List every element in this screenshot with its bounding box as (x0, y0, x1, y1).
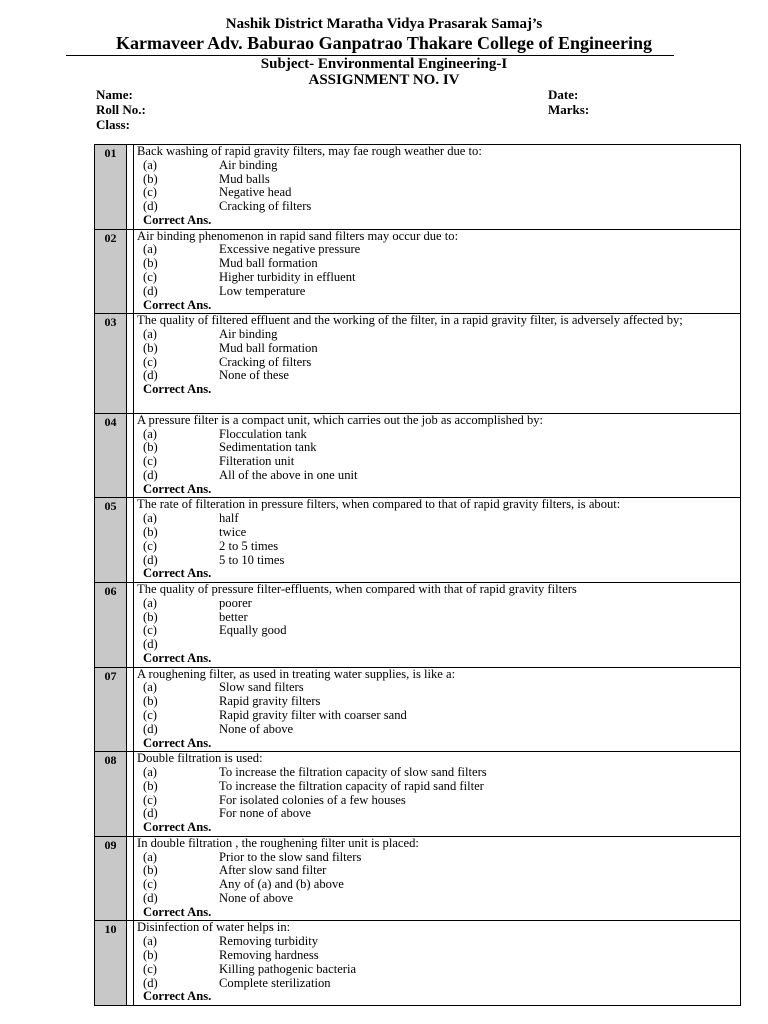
correct-answer-label: Correct Ans. (143, 297, 212, 312)
option-letter: (d) (143, 368, 158, 383)
option-text: For none of above (219, 806, 311, 821)
question-number: 09 (95, 837, 127, 921)
option-text: Slow sand filters (219, 680, 304, 695)
answer-option (137, 257, 736, 271)
question-row (95, 229, 740, 314)
option-letter: (b) (143, 440, 158, 455)
answer-option (137, 159, 736, 173)
answer-option (137, 342, 736, 356)
question-number-cell (95, 498, 134, 582)
option-text: Filteration unit (219, 454, 295, 469)
option-text: Cracking of filters (219, 354, 312, 369)
answer-option (137, 540, 736, 554)
assignment-title: ASSIGNMENT NO. IV (308, 72, 460, 88)
option-text: Mud balls (219, 171, 270, 186)
option-letter: (d) (143, 199, 158, 214)
answer-option (137, 173, 736, 187)
option-letter: (d) (143, 283, 158, 298)
option-letter: (b) (143, 947, 158, 962)
question-text: A roughening filter, as used in treating water supplies, is like a: (137, 666, 456, 681)
question-number: 08 (95, 752, 127, 836)
correct-answer-label: Correct Ans. (143, 820, 212, 835)
answer-option (137, 935, 736, 949)
correct-answer-label: Correct Ans. (143, 566, 212, 581)
question-text: A pressure filter is a compact unit, which carries out the job as accomplished by: (137, 412, 544, 427)
answer-option (137, 597, 736, 611)
question-row (95, 836, 740, 921)
question-number-cell (95, 145, 134, 229)
option-text: Complete sterilization (219, 975, 331, 990)
question-number: 02 (95, 230, 127, 314)
option-text: Rapid gravity filters (219, 694, 321, 709)
answer-option (137, 794, 736, 808)
option-text: Cracking of filters (219, 199, 312, 214)
answer-option (137, 709, 736, 723)
option-text: Prior to the slow sand filters (219, 849, 362, 864)
option-letter: (c) (143, 708, 157, 722)
option-letter: (c) (143, 538, 157, 553)
option-letter: (c) (143, 961, 157, 976)
option-text: Higher turbidity in effluent (219, 269, 356, 284)
question-number-cell (95, 668, 134, 752)
option-letter: (a) (143, 595, 157, 610)
option-letter: (a) (143, 157, 157, 172)
question-number-cell (95, 414, 134, 498)
option-text: Air binding (219, 157, 278, 172)
option-text: half (219, 511, 239, 526)
option-text: None of above (219, 721, 294, 736)
answer-option (137, 526, 736, 540)
subject-title: Subject- Environmental Engineering-I (260, 56, 508, 72)
question-text: In double filtration , the roughening filter unit is placed: (137, 835, 419, 850)
question-row (95, 667, 740, 752)
answer-option (137, 328, 736, 342)
question-text: Air binding phenomenon in rapid sand filters may occur due to: (137, 228, 459, 243)
class-field-label: Class: (96, 117, 130, 132)
option-letter: (d) (143, 637, 158, 652)
option-letter: (a) (143, 511, 157, 526)
questions-table (94, 144, 741, 1006)
question-number: 03 (95, 314, 127, 413)
question-text: Back washing of rapid gravity filters, may fae rough weather due to: (137, 144, 482, 158)
option-letter: (a) (143, 849, 157, 864)
question-body (134, 314, 740, 413)
option-text: 5 to 10 times (219, 552, 285, 567)
option-text: twice (219, 525, 247, 540)
answer-option (137, 200, 736, 214)
answer-option (137, 271, 736, 285)
option-letter: (d) (143, 468, 158, 483)
option-text: None of these (219, 368, 289, 383)
option-text: Air binding (219, 326, 278, 341)
option-letter: (a) (143, 426, 157, 441)
option-text: None of above (219, 890, 294, 905)
question-body (134, 498, 740, 582)
question-number-cell (95, 230, 134, 314)
option-letter: (d) (143, 721, 158, 736)
correct-answer-label: Correct Ans. (143, 212, 212, 227)
option-letter: (b) (143, 171, 158, 186)
option-text: To increase the filtration capacity of slow sand filters (219, 765, 487, 779)
answer-option (137, 977, 736, 991)
option-text: For isolated colonies of a few houses (219, 792, 406, 807)
option-letter: (b) (143, 863, 158, 878)
option-letter: (a) (143, 765, 157, 779)
option-letter: (b) (143, 525, 158, 540)
option-text: Rapid gravity filter with coarser sand (219, 708, 407, 722)
option-text: Removing turbidity (219, 934, 318, 949)
question-number-cell (95, 752, 134, 836)
question-number: 07 (95, 668, 127, 752)
option-letter: (c) (143, 454, 157, 469)
date-field-label: Date: (548, 87, 579, 102)
answer-option (137, 766, 736, 780)
question-text: The rate of filteration in pressure filters, when compared to that of rapid gravity filters, is about: (137, 497, 621, 512)
option-letter: (b) (143, 778, 158, 793)
answer-option (137, 455, 736, 469)
question-text: The quality of pressure filter-effluents, when compared with that of rapid gravity filters (137, 582, 577, 597)
question-number: 06 (95, 583, 127, 667)
answer-option (137, 864, 736, 878)
question-text: The quality of filtered effluent and the working of the filter, in a rapid gravity filter, is adversely affected by; (137, 313, 683, 328)
option-letter: (a) (143, 934, 157, 949)
answer-option (137, 949, 736, 963)
option-letter: (b) (143, 609, 158, 624)
question-row (95, 497, 740, 582)
name-field-label: Name: (96, 87, 133, 102)
correct-answer-label: Correct Ans. (143, 651, 212, 665)
option-text: better (219, 609, 248, 624)
option-letter: (c) (143, 269, 157, 284)
question-number-cell (95, 583, 134, 667)
answer-option (137, 780, 736, 794)
question-row (95, 413, 740, 498)
option-text: Equally good (219, 623, 287, 638)
correct-answer-label: Correct Ans. (143, 481, 212, 496)
answer-option (137, 638, 736, 652)
question-row (95, 920, 740, 1005)
question-body (134, 414, 740, 498)
question-number: 01 (95, 145, 127, 229)
question-number-cell (95, 837, 134, 921)
question-body (134, 837, 740, 921)
option-letter: (d) (143, 890, 158, 905)
answer-option (137, 512, 736, 526)
question-body (134, 668, 740, 752)
option-letter: (b) (143, 340, 158, 355)
option-letter: (b) (143, 694, 158, 709)
question-row (95, 313, 740, 413)
answer-option (137, 695, 736, 709)
option-letter: (a) (143, 680, 157, 695)
option-text: Excessive negative pressure (219, 242, 361, 257)
question-body (134, 921, 740, 1005)
question-number: 04 (95, 414, 127, 498)
answer-option (137, 723, 736, 737)
answer-option (137, 807, 736, 821)
option-text: Mud ball formation (219, 256, 318, 271)
question-row (95, 582, 740, 667)
answer-option (137, 441, 736, 455)
question-number-cell (95, 314, 134, 413)
answer-option (137, 851, 736, 865)
answer-option (137, 285, 736, 299)
answer-option (137, 624, 736, 638)
correct-answer-label: Correct Ans. (143, 735, 212, 750)
option-letter: (d) (143, 975, 158, 990)
correct-answer-label: Correct Ans. (143, 382, 212, 397)
option-letter: (a) (143, 326, 157, 341)
option-letter: (d) (143, 806, 158, 821)
question-body (134, 752, 740, 836)
question-body (134, 583, 740, 667)
answer-option (137, 186, 736, 200)
question-number-cell (95, 921, 134, 1005)
option-text: After slow sand filter (219, 863, 327, 878)
question-row (95, 751, 740, 836)
option-text: To increase the filtration capacity of rapid sand filter (219, 778, 484, 793)
answer-option (137, 469, 736, 483)
question-text: Disinfection of water helps in: (137, 920, 291, 935)
question-number: 10 (95, 921, 127, 1005)
option-text: 2 to 5 times (219, 538, 279, 553)
option-letter: (c) (143, 185, 157, 200)
answer-option (137, 356, 736, 370)
answer-option (137, 878, 736, 892)
answer-option (137, 681, 736, 695)
society-name: Nashik District Maratha Vidya Prasarak Samaj’s (225, 16, 543, 32)
option-text: Any of (a) and (b) above (219, 877, 344, 892)
option-letter: (c) (143, 792, 157, 807)
option-text: poorer (219, 595, 252, 610)
option-letter: (a) (143, 242, 157, 257)
option-letter: (c) (143, 354, 157, 369)
option-text: Killing pathogenic bacteria (219, 961, 357, 976)
question-row (95, 145, 740, 229)
option-text: Flocculation tank (219, 426, 307, 441)
option-letter: (c) (143, 877, 157, 892)
answer-option (137, 963, 736, 977)
option-letter: (b) (143, 256, 158, 271)
option-text: Removing hardness (219, 947, 319, 962)
answer-option (137, 611, 736, 625)
roll-field-label: Roll No.: (96, 102, 146, 117)
question-body (134, 145, 740, 229)
question-text: Double filtration is used: (137, 751, 263, 766)
correct-answer-label: Correct Ans. (143, 904, 212, 919)
option-text: Negative head (219, 185, 292, 200)
question-number: 05 (95, 498, 127, 582)
option-text: All of the above in one unit (219, 468, 358, 483)
college-name: Karmaveer Adv. Baburao Ganpatrao Thakare College of Engineering (115, 33, 652, 53)
option-text: Mud ball formation (219, 340, 318, 355)
answer-option (137, 428, 736, 442)
marks-field-label: Marks: (548, 102, 590, 117)
answer-option (137, 554, 736, 568)
answer-option (137, 243, 736, 257)
option-text: Sedimentation tank (219, 440, 317, 455)
correct-answer-label: Correct Ans. (143, 989, 212, 1004)
option-letter: (c) (143, 623, 157, 638)
option-text: Low temperature (219, 283, 306, 298)
option-letter: (d) (143, 552, 158, 567)
answer-option (137, 369, 736, 383)
answer-option (137, 892, 736, 906)
question-body (134, 230, 740, 314)
